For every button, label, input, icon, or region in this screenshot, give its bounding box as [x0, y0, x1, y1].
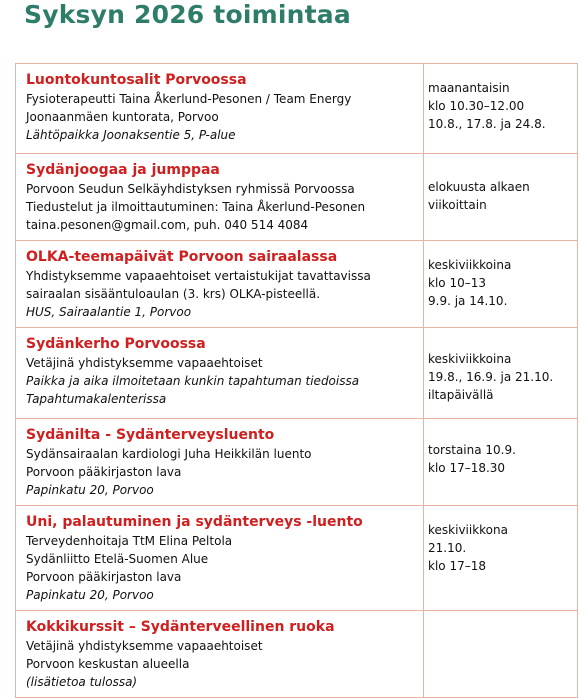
schedule-line: 10.8., 17.8. ja 24.8.: [428, 117, 546, 131]
event-title: Uni, palautuminen ja sydänterveys -luento: [26, 514, 363, 530]
schedule-line: keskiviikkoina: [428, 258, 512, 272]
schedule-line: klo 10–13: [428, 276, 486, 290]
schedule-line: klo 10.30–12.00: [428, 99, 525, 113]
schedule-table: [15, 63, 578, 698]
schedule-line: torstaina 10.9.: [428, 443, 516, 457]
schedule-line: 9.9. ja 14.10.: [428, 294, 508, 308]
event-title: OLKA-teemapäivät Porvoon sairaalassa: [26, 249, 338, 265]
event-address: HUS, Sairaalantie 1, Porvoo: [26, 305, 192, 319]
event-detail: Terveydenhoitaja TtM Elina Peltola: [26, 534, 233, 548]
table-row: [16, 154, 578, 241]
event-cell: [16, 419, 424, 506]
table-row: [16, 419, 578, 506]
event-location: Porvoon pääkirjaston lava: [26, 465, 182, 479]
table-row: [16, 611, 578, 698]
event-detail: Vetäjinä yhdistyksemme vapaaehtoiset: [26, 356, 263, 370]
table-row: [16, 241, 578, 328]
schedule-line: iltapäivällä: [428, 388, 494, 402]
event-address: Papinkatu 20, Porvoo: [26, 588, 154, 602]
event-note: (lisätietoa tulossa): [26, 675, 138, 689]
event-title: Sydänkerho Porvoossa: [26, 336, 206, 352]
event-cell: [16, 506, 424, 611]
event-detail: Sydänliitto Etelä-Suomen Alue: [26, 552, 209, 566]
event-contact: taina.pesonen@gmail.com, puh. 040 514 4084: [26, 218, 309, 232]
table-row: [16, 506, 578, 611]
event-detail: Porvoon Seudun Selkäyhdistyksen ryhmissä Porvoossa: [26, 182, 355, 196]
schedule-cell: [424, 154, 578, 241]
event-note: Paikka ja aika ilmoitetaan kunkin tapahtuman tiedoissa: [26, 374, 360, 388]
schedule-cell: [424, 328, 578, 419]
event-title: Kokkikurssit – Sydänterveellinen ruoka: [26, 619, 335, 635]
table-row: [16, 328, 578, 419]
schedule-line: klo 17–18: [428, 559, 486, 573]
event-address: Papinkatu 20, Porvoo: [26, 483, 154, 497]
schedule-line: 19.8., 16.9. ja 21.10.: [428, 370, 554, 384]
event-title: Sydänilta - Sydänterveysluento: [26, 427, 275, 443]
schedule-line: klo 17–18.30: [428, 461, 506, 475]
event-location: Joonaanmäen kuntorata, Porvoo: [26, 110, 219, 124]
event-note: Tapahtumakalenterissa: [26, 392, 167, 406]
event-title: Luontokuntosalit Porvoossa: [26, 72, 247, 88]
event-detail: Yhdistyksemme vapaaehtoiset vertaistukijat tavattavissa: [26, 269, 371, 283]
schedule-line: keskiviikkoina: [428, 352, 512, 366]
event-cell: [16, 154, 424, 241]
schedule-cell: [424, 506, 578, 611]
schedule-cell: [424, 241, 578, 328]
schedule-line: maanantaisin: [428, 81, 510, 95]
event-cell: [16, 328, 424, 419]
event-cell: [16, 64, 424, 154]
table-row: [16, 64, 578, 154]
schedule-line: viikoittain: [428, 198, 487, 212]
event-cell: [16, 611, 424, 698]
page-title: Syksyn 2026 toimintaa: [24, 0, 351, 29]
event-detail: Fysioterapeutti Taina Åkerlund-Pesonen / Team Energy: [26, 92, 352, 106]
event-detail: sairaalan sisääntuloaulan (3. krs) OLKA-pisteellä.: [26, 287, 321, 301]
event-location: Porvoon pääkirjaston lava: [26, 570, 182, 584]
event-location: Porvoon keskustan alueella: [26, 657, 190, 671]
event-detail: Vetäjinä yhdistyksemme vapaaehtoiset: [26, 639, 263, 653]
event-detail: Sydänsairaalan kardiologi Juha Heikkilän luento: [26, 447, 312, 461]
event-cell: [16, 241, 424, 328]
schedule-cell: [424, 419, 578, 506]
schedule-line: 21.10.: [428, 541, 467, 555]
event-address: Lähtöpaikka Joonaksentie 5, P-alue: [26, 128, 236, 142]
schedule-line: keskiviikkona: [428, 523, 508, 537]
event-detail: Tiedustelut ja ilmoittautuminen: Taina Åkerlund-Pesonen: [26, 200, 366, 214]
schedule-cell: [424, 64, 578, 154]
schedule-cell: [424, 611, 578, 698]
schedule-line: elokuusta alkaen: [428, 180, 530, 194]
event-title: Sydänjoogaa ja jumppaa: [26, 162, 220, 178]
